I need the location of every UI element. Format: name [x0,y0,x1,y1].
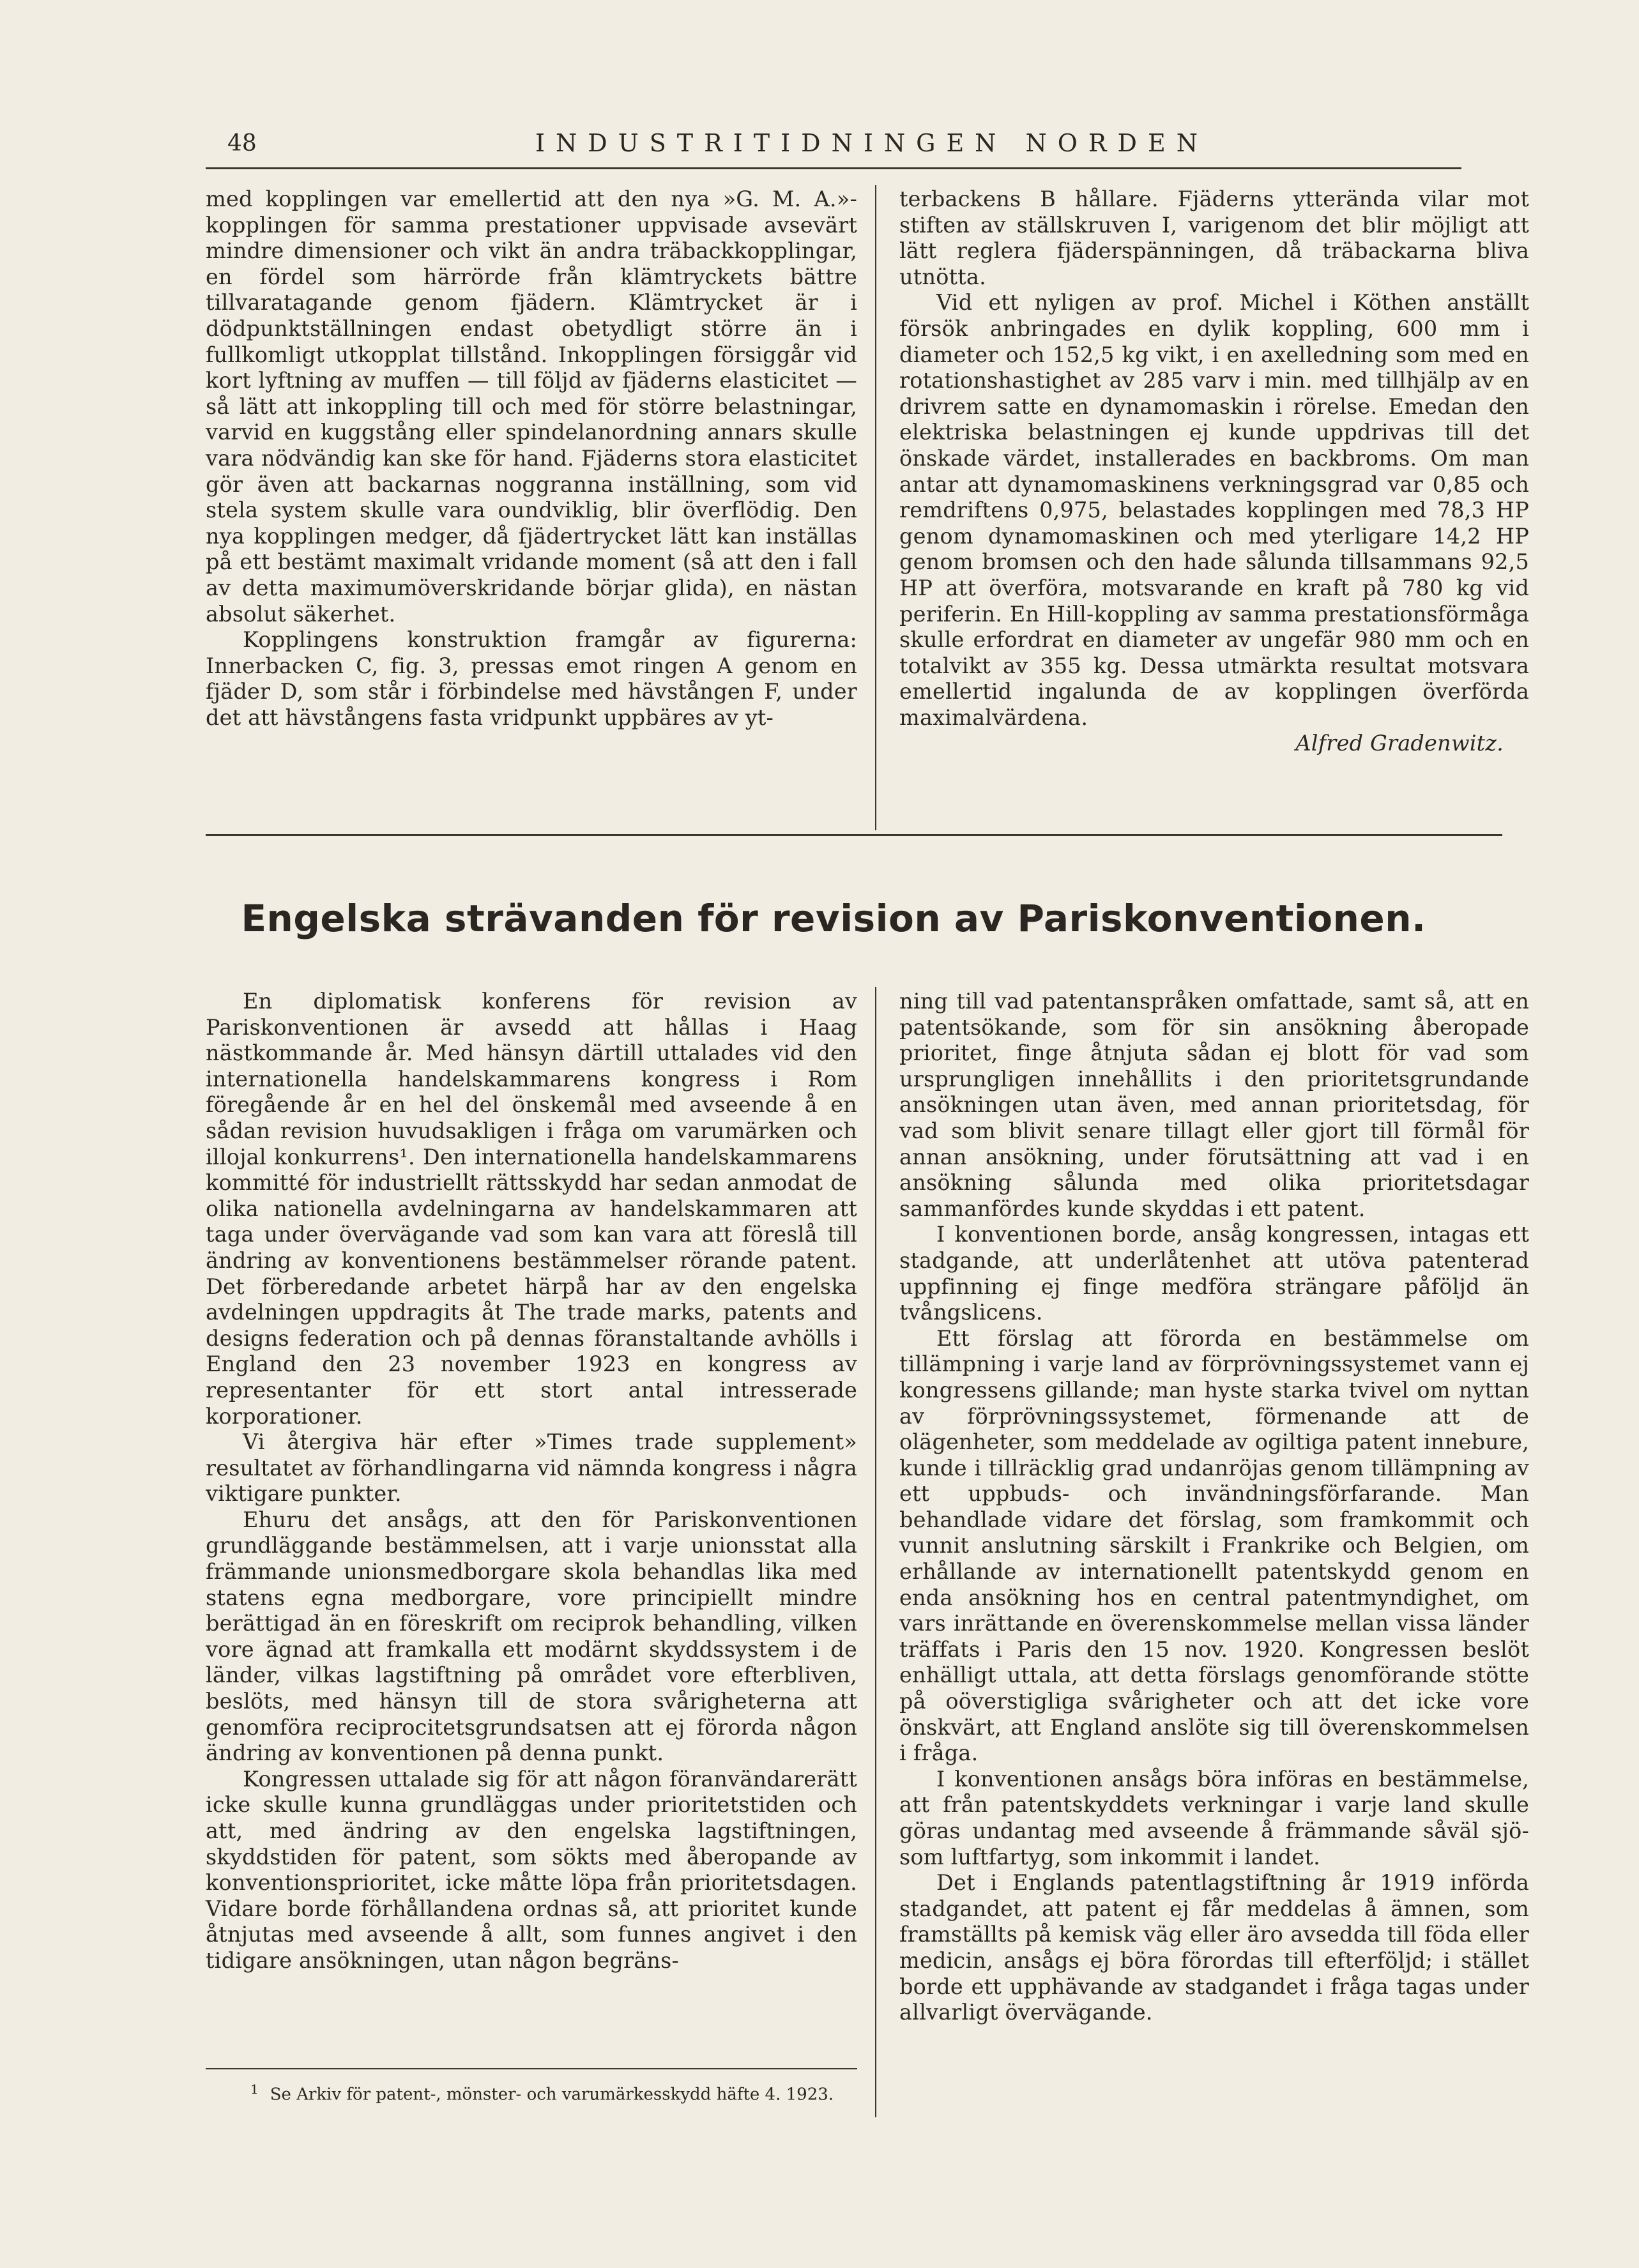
article1-right-paragraph: Vid ett nyligen av prof. Michel i Köthen anställt försök anbringades en dylik koppling, 600 mm i diameter och 152,5 kg vikt, i en axelledning som med en rotationshastighet av 285 varv i min. med tillhjälp av en drivrem satte en dynamomaskin i rörelse. Emedan den elektriska belastningen ej kunde uppdrivas till det önskade värdet, installerades en backbroms. Om man antar att dynamomaskinens verkningsgrad var 0,85 och remdriftens 0,975, belastades kopplingen med 78,3 HP genom dynamomaskinen och med yterligare 14,2 HP genom bromsen och den hade sålunda tillsammans 92,5 HP att överföra, motsvarande en kraft på 780 kg vid periferin. En Hill-koppling av samma prestationsförmåga skulle erfordrat en diameter av ungefär 980 mm och en totalvikt av 355 kg. Dessa utmärkta resultat motsvara emellertid ingalunda de av kopplingen överförda maximalvärdena. [899,290,1529,730]
article2-right-column [899,989,1529,2026]
article-title: Engelska strävanden för revision av Pariskonventionen. [241,897,1426,940]
header-rule [206,167,1461,169]
footnote [206,2078,857,2106]
article2-left-paragraph: Vi återgiva här efter »Times trade supplement» resultatet av förhandlingarna vid nämnda kongress i några viktigare punkter. [206,1429,857,1507]
article2-left-paragraph: En diplomatisk konferens för revision av Pariskonventionen är avsedd att hållas i Haag nästkommande år. Med hänsyn därtill uttalades vid den internationella handelskammarens kongress i Rom föregående år en hel del önskemål med avseende å en sådan revision huvudsakligen i fråga om varumärken och illojal konkurrens¹. Den internationella handelskammarens kommitté för industriellt rättsskydd har sedan anmodat de olika nationella avdelningarna av handelskammaren att taga under övervägande vad som kan vara att föreslå till ändring av konventionens bestämmelser rörande patent. Det förberedande arbetet härpå har av den engelska avdelningen uppdragits åt The trade marks, patents and designs federation och på dennas föranstaltande avhölls i England den 23 november 1923 en kongress av representanter för ett stort antal intresserade korporationer. [206,989,857,1429]
article1-right-column [899,186,1529,757]
author-signature: Alfred Gradenwitz. [1295,731,1504,756]
article1-left-paragraph: med kopplingen var emellertid att den nya »G. M. A.»-kopplingen för samma prestationer uppvisade avsevärt mindre dimensioner och vikt än andra träbackkopplingar, en fördel som härrörde från klämtryckets bättre tillvaratagande genom fjädern. Klämtrycket är i dödpunktställningen endast obetydligt större än i fullkomligt utkopplat tillstånd. Inkopplingen försiggår vid kort lyftning av muffen — till följd av fjäderns elasticitet — så lätt att inkoppling till och med för större belastningar, varvid en kuggstång eller spindelanordning annars skulle vara nödvändig kan ske för hand. Fjäderns stora elasticitet gör även att backarnas noggranna inställning, som vid stela system skulle vara oundviklig, blir överflödig. Den nya kopplingen medger, då fjädertrycket lätt kan inställas på ett bestämt maximalt vridande moment (så att den i fall av detta maximumöverskridande börjar glida), en nästan absolut säkerhet. [206,186,857,627]
page-number: 48 [227,130,257,156]
article2-right-paragraph: I konventionen ansågs böra införas en bestämmelse, att från patentskyddets verkningar i varje land skulle göras undantag med avseende å främmande såväl sjö- som luftfartyg, som inkommit i landet. [899,1766,1529,1869]
column-divider [875,185,876,830]
column-divider [875,987,876,2117]
article1-left-paragraph: Kopplingens konstruktion framgår av figurerna: Innerbacken C, fig. 3, pressas emot ringen A genom en fjäder D, som står i förbindelse med hävstången F, under det att hävstångens fasta vridpunkt uppbäres av yt- [206,627,857,730]
footnote-text: Se Arkiv för patent-, mönster- och varumärkesskydd häfte 4. 1923. [270,2085,834,2104]
page-header [206,125,1461,164]
article1-right-paragraph: terbackens B hållare. Fjäderns ytterända vilar mot stiften av ställskruven I, varigenom det blir möjligt att lätt reglera fjäderspänningen, då träbackarna bliva utnötta. [899,186,1529,289]
article2-right-paragraph: ning till vad patentanspråken omfattade, samt så, att en patentsökande, som för sin ansökning åberopade prioritet, finge åtnjuta sådan ej blott för vad som ursprungligen innehållits i den prioritetsgrundande ansökningen utan även, med annan prioritetsdag, för vad som blivit senare tillagt eller gjort till förmål för annan ansökning, under förutsättning att vad i en ansökning sålunda med olika prioritetsdagar sammanfördes kunde skyddas i ett patent. [899,989,1529,1221]
article2-left-paragraph: Ehuru det ansågs, att den för Pariskonventionen grundläggande bestämmelsen, att i varje unionsstat alla främmande unionsmedborgare skola behandlas lika med statens egna medborgare, vore principiellt mindre berättigad än en föreskrift om reciprok behandling, vilken vore ägnad att framkalla ett modärnt skyddssystem i de länder, vilkas lagstiftning på området vore efterbliven, beslöts, med hänsyn till de stora svårigheterna att genomföra reciprocitetsgrundsatsen att ej förorda någon ändring av konventionen på denna punkt. [206,1507,857,1766]
article2-right-paragraph: I konventionen borde, ansåg kongressen, intagas ett stadgande, att underlåtenhet att utöva patenterad uppfinning ej finge medföra strängare påföljd än tvångslicens. [899,1222,1529,1325]
article-separator [206,834,1502,836]
article2-right-paragraph: Det i Englands patentlagstiftning år 1919 införda stadgandet, att patent ej får meddelas å ämnen, som framställts på kemisk väg eller äro avsedda till föda eller medicin, ansågs ej böra förordas till efterföljd; i stället borde ett upphävande av stadgandet i fråga tagas under allvarligt övervägande. [899,1870,1529,2025]
footnote-mark: 1 [250,2082,259,2097]
footnote-rule [206,2068,857,2069]
article2-left-paragraph: Kongressen uttalade sig för att någon föranvändarerätt icke skulle kunna grundläggas under prioritetstiden och att, med ändring av den engelska lagstiftningen, skyddstiden för patent, som sökts med åberopande av konventionsprioritet, icke måtte löpa från prioritetsdagen. Vidare borde förhållandena ordnas så, att prioritet kunde åtnjutas med avseende å allt, som funnes angivet i den tidigare ansökningen, utan någon begräns- [206,1766,857,1973]
article2-left-column [206,989,857,1974]
running-title: INDUSTRITIDNINGEN NORDEN [535,129,1208,157]
article1-left-column [206,186,857,731]
article2-right-paragraph: Ett förslag att förorda en bestämmelse om tillämpning i varje land av förprövningssystemet vann ej kongressens gillande; man hyste starka tvivel om nyttan av förprövningssystemet, förmenande att de olägenheter, som meddelade av ogiltiga patent innebure, kunde i tillräcklig grad undanröjas genom tillämpning av ett uppbuds- och invändningsförfarande. Man behandlade vidare det förslag, som framkommit och vunnit anslutning särskilt i Frankrike och Belgien, om erhållande av internationellt patentskydd genom en enda ansökning hos en central patentmyndighet, om vars inrättande en överenskommelse mellan vissa länder träffats i Paris den 15 nov. 1920. Kongressen beslöt enhälligt uttala, att detta förslags genomförande stötte på oöverstigliga svårigheter och att det icke vore önskvärt, att England anslöte sig till överenskommelsen i fråga. [899,1325,1529,1766]
